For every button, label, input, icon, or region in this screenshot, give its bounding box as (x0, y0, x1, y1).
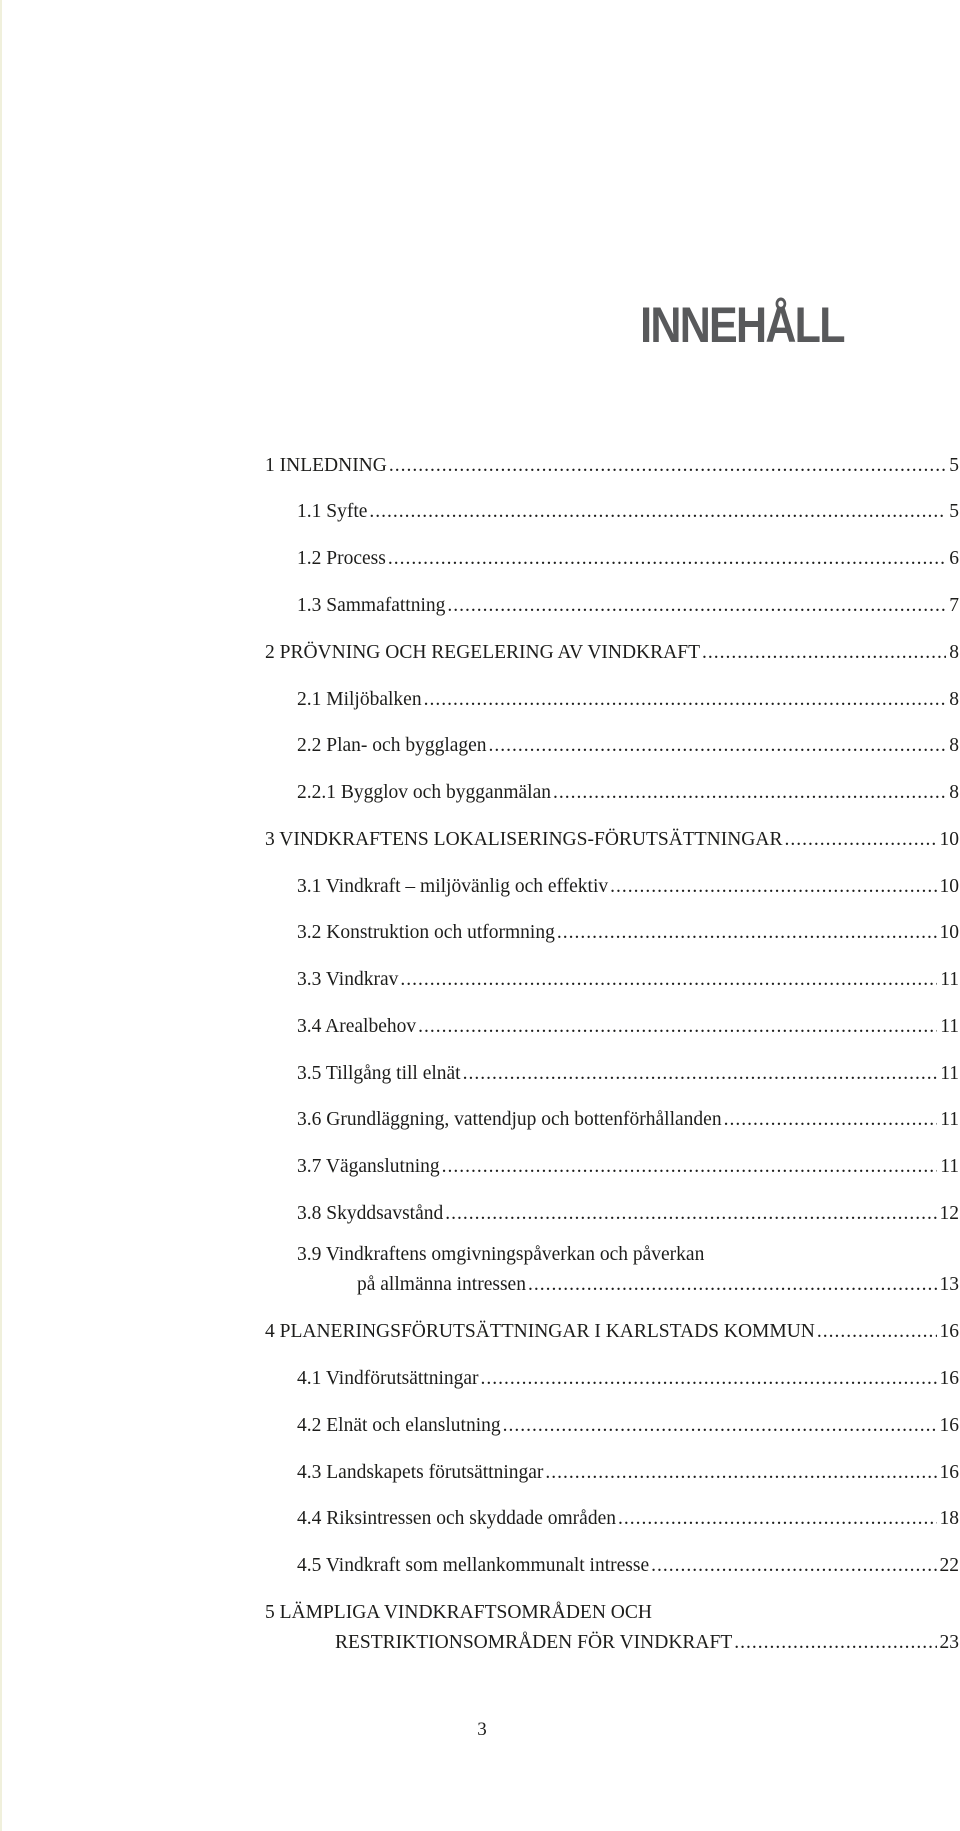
toc-entry-1-3[interactable] (297, 595, 959, 617)
toc-entry-3-8[interactable] (297, 1203, 959, 1225)
toc-entry-label: 3.3 Vindkrav (297, 969, 399, 990)
toc-entry-page: 6 (949, 548, 959, 569)
toc-entry-2[interactable] (265, 642, 959, 664)
toc-entry-3[interactable] (265, 829, 959, 851)
toc-entry-label: 2.2.1 Bygglov och bygganmälan (297, 782, 552, 803)
page-title: INNEHÅLL (640, 297, 844, 353)
toc-entry-4-1[interactable] (297, 1368, 959, 1390)
toc-entry-page: 11 (940, 969, 959, 990)
toc-entry-label: 2.2 Plan- och bygglagen (297, 735, 487, 756)
toc-entry-4-5[interactable] (297, 1555, 959, 1577)
dot-leader (702, 642, 946, 664)
toc-entry-1[interactable] (265, 455, 959, 477)
dot-leader (418, 1016, 937, 1038)
dot-leader (651, 1555, 936, 1577)
toc-entry-page: 11 (940, 1109, 959, 1130)
dot-leader (369, 501, 946, 523)
toc-entry-page: 8 (949, 782, 959, 803)
toc-entry-label: 3.1 Vindkraft – miljövänlig och effektiv (297, 876, 609, 897)
toc-entry-label: 4.1 Vindförutsättningar (297, 1368, 479, 1389)
dot-leader (528, 1274, 937, 1296)
toc-entry-label: på allmänna intressen (357, 1274, 526, 1295)
dot-leader (557, 922, 937, 944)
toc-entry-page: 8 (949, 735, 959, 756)
toc-entry-label: 3.2 Konstruktion och utformning (297, 922, 555, 943)
toc-entry-3-9[interactable] (357, 1274, 959, 1296)
toc-entry-3-9-line1[interactable]: 3.9 Vindkraftens omgivningspåverkan och påverkan (297, 1244, 705, 1265)
toc-entry-label: 3.7 Väganslutning (297, 1156, 440, 1177)
dot-leader (553, 782, 946, 804)
dot-leader (618, 1508, 937, 1530)
toc-entry-page: 5 (949, 455, 959, 476)
dot-leader (445, 1203, 936, 1225)
toc-entry-label: 1.1 Syfte (297, 501, 368, 522)
toc-entry-3-4[interactable] (297, 1016, 959, 1038)
toc-entry-page: 23 (939, 1632, 959, 1653)
toc-entry-3-7[interactable] (297, 1156, 959, 1178)
toc-entry-3-1[interactable] (297, 876, 959, 898)
toc-entry-page: 5 (949, 501, 959, 522)
toc-entry-page: 8 (949, 689, 959, 710)
toc-entry-2-2-1[interactable] (297, 782, 959, 804)
toc-entry-2-1[interactable] (297, 689, 959, 711)
toc-entry-label: 3.6 Grundläggning, vattendjup och bottenförhållanden (297, 1109, 722, 1130)
dot-leader (817, 1321, 937, 1343)
toc-entry-4-3[interactable] (297, 1462, 959, 1484)
toc-entry-5[interactable] (335, 1632, 959, 1654)
toc-entry-label: 3 VINDKRAFTENS LOKALISERINGS-FÖRUTSÄTTNINGAR (265, 829, 783, 850)
toc-entry-page: 16 (939, 1368, 959, 1389)
dot-leader (503, 1415, 937, 1437)
toc-entry-page: 10 (939, 829, 959, 850)
toc-entry-1-1[interactable] (297, 501, 959, 523)
page-number: 3 (477, 1719, 487, 1740)
toc-entry-label: 3.5 Tillgång till elnät (297, 1063, 461, 1084)
toc-entry-page: 18 (939, 1508, 959, 1529)
toc-entry-page: 11 (940, 1063, 959, 1084)
dot-leader (389, 455, 946, 477)
toc-entry-label: 1.2 Process (297, 548, 386, 569)
toc-entry-page: 8 (949, 642, 959, 663)
toc-entry-label: 1 INLEDNING (265, 455, 387, 476)
toc-entry-1-2[interactable] (297, 548, 959, 570)
toc-entry-4-4[interactable] (297, 1508, 959, 1530)
toc-entry-3-6[interactable] (297, 1109, 959, 1131)
toc-entry-page: 16 (939, 1462, 959, 1483)
dot-leader (784, 829, 936, 851)
toc-entry-label: 4 PLANERINGSFÖRUTSÄTTNINGAR I KARLSTADS KOMMUN (265, 1321, 815, 1342)
toc-entry-label: 4.5 Vindkraft som mellankommunalt intresse (297, 1555, 650, 1576)
dot-leader (610, 876, 936, 898)
toc-entry-label: 4.2 Elnät och elanslutning (297, 1415, 501, 1436)
toc-entry-label: RESTRIKTIONSOMRÅDEN FÖR VINDKRAFT (335, 1632, 733, 1653)
dot-leader (424, 689, 947, 711)
dot-leader (463, 1063, 938, 1085)
toc-entry-page: 7 (949, 595, 959, 616)
toc-entry-page: 11 (940, 1156, 959, 1177)
toc-entry-page: 12 (939, 1203, 959, 1224)
toc-entry-label: 4.4 Riksintressen och skyddade områden (297, 1508, 616, 1529)
toc-entry-page: 13 (939, 1274, 959, 1295)
toc-entry-label: 1.3 Sammafattning (297, 595, 446, 616)
toc-entry-label: 3.4 Arealbehov (297, 1016, 417, 1037)
dot-leader (442, 1156, 938, 1178)
toc-entry-page: 10 (939, 922, 959, 943)
dot-leader (447, 595, 946, 617)
dot-leader (481, 1368, 937, 1390)
toc-entry-5-line1[interactable]: 5 LÄMPLIGA VINDKRAFTSOMRÅDEN OCH (265, 1602, 652, 1623)
toc-entry-label: 2 PRÖVNING OCH REGELERING AV VINDKRAFT (265, 642, 700, 663)
dot-leader (489, 735, 947, 757)
toc-entry-2-2[interactable] (297, 735, 959, 757)
toc-entry-label: 2.1 Miljöbalken (297, 689, 422, 710)
dot-leader (724, 1109, 938, 1131)
toc-entry-page: 11 (940, 1016, 959, 1037)
toc-entry-3-2[interactable] (297, 922, 959, 944)
toc-entry-4[interactable] (265, 1321, 959, 1343)
toc-entry-3-3[interactable] (297, 969, 959, 991)
toc-entry-4-2[interactable] (297, 1415, 959, 1437)
toc-entry-3-5[interactable] (297, 1063, 959, 1085)
toc-entry-label: 3.8 Skyddsavstånd (297, 1203, 444, 1224)
toc-entry-label: 4.3 Landskapets förutsättningar (297, 1462, 544, 1483)
dot-leader (734, 1632, 936, 1654)
dot-leader (388, 548, 946, 570)
dot-leader (400, 969, 937, 991)
toc-entry-page: 16 (939, 1415, 959, 1436)
toc-entry-page: 16 (939, 1321, 959, 1342)
dot-leader (545, 1462, 936, 1484)
toc-entry-page: 22 (939, 1555, 959, 1576)
toc-entry-page: 10 (939, 876, 959, 897)
